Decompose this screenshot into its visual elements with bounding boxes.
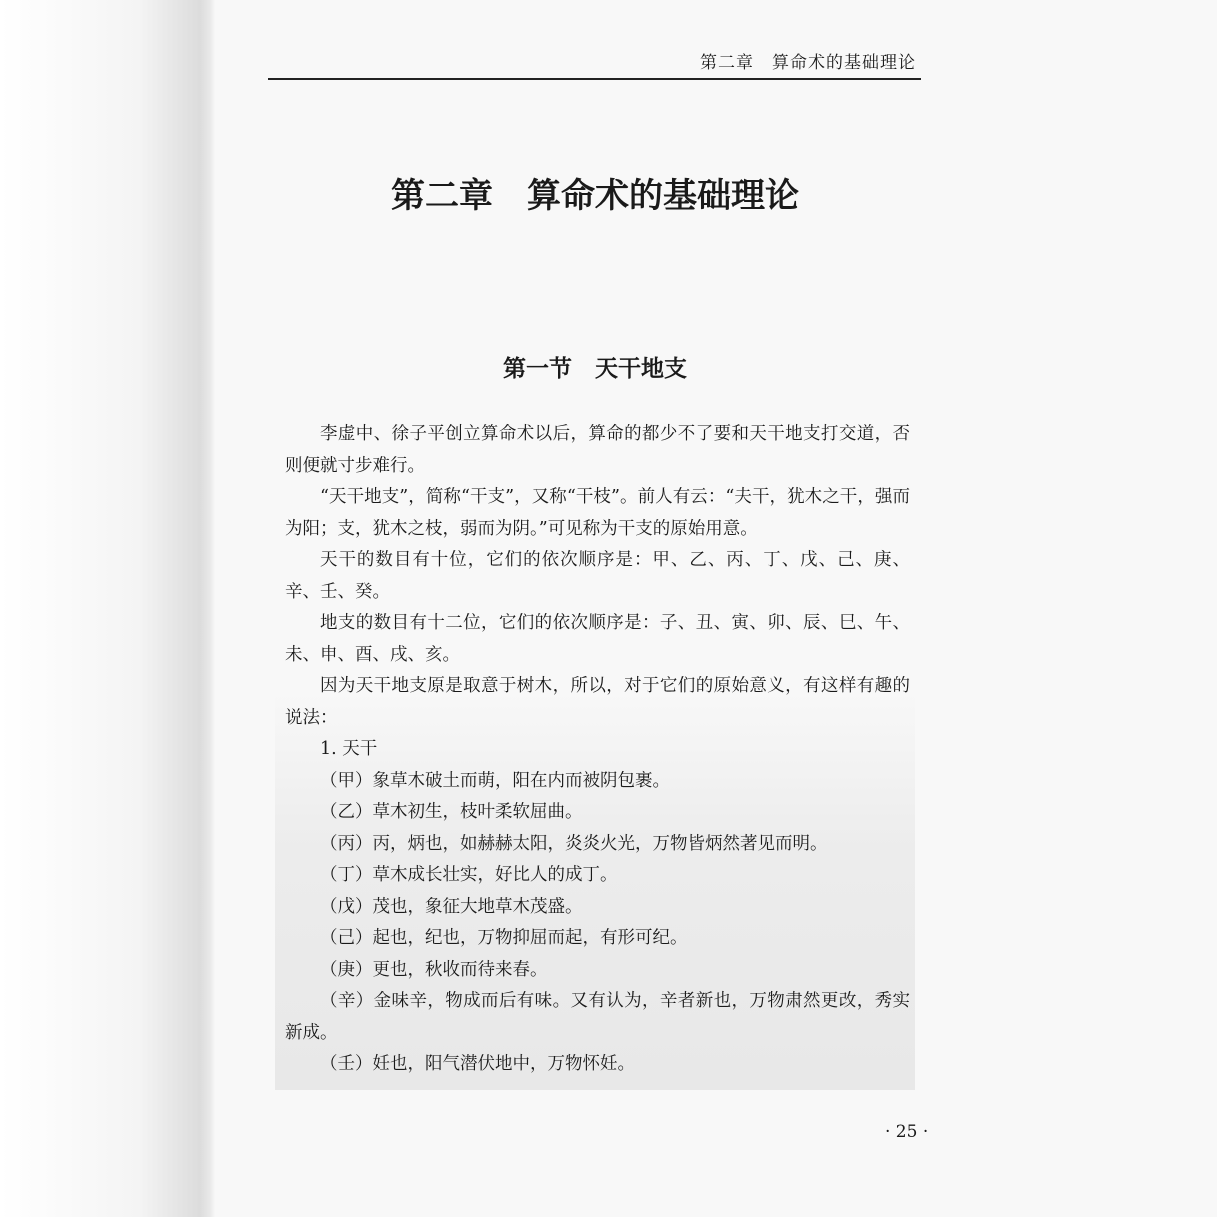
list-item: （庚）更也，秋收而待来春。 bbox=[320, 959, 548, 980]
list-item: （壬）妊也，阳气潜伏地中，万物怀妊。 bbox=[320, 1054, 635, 1074]
paragraph: 地支的数目有十二位，它们的依次顺序是：子、丑、寅、卯、辰、巳、午、未、申、酉、戌、亥。 bbox=[285, 613, 910, 665]
paragraph: 李虚中、徐子平创立算命术以后，算命的都少不了要和天干地支打交道，否则便就寸步难行。 bbox=[285, 424, 910, 476]
list-item: （丙）丙，炳也，如赫赫太阳，炎炎火光，万物皆炳然著见而明。 bbox=[320, 833, 828, 854]
list-item: （乙）草木初生，枝叶柔软屈曲。 bbox=[320, 802, 583, 822]
list-heading: 1. 天干 bbox=[320, 739, 378, 759]
scan-binding-shadow bbox=[0, 0, 215, 1217]
body-text bbox=[285, 419, 910, 1081]
list-item: （戊）茂也，象征大地草木茂盛。 bbox=[320, 896, 583, 917]
header-rule bbox=[268, 78, 921, 80]
chapter-title: 第二章 算命术的基础理论 bbox=[391, 176, 799, 216]
paragraph: 天干的数目有十位，它们的依次顺序是：甲、乙、丙、丁、戊、己、庚、辛、壬、癸。 bbox=[285, 550, 910, 602]
paragraph: “天干地支”，简称“干支”，又称“干枝”。前人有云：“夫干，犹木之干，强而为阳；支，犹木之枝，弱而为阴。”可见称为干支的原始用意。 bbox=[285, 487, 910, 539]
paragraph: 因为天干地支原是取意于树木，所以，对于它们的原始意义，有这样有趣的说法： bbox=[285, 676, 910, 728]
running-header: 第二章 算命术的基础理论 bbox=[700, 53, 916, 73]
section-title: 第一节 天干地支 bbox=[503, 356, 687, 382]
list-item: （丁）草木成长壮实，好比人的成丁。 bbox=[320, 865, 618, 885]
list-item: （辛）金味辛，物成而后有味。又有认为，辛者新也，万物肃然更改，秀实新成。 bbox=[285, 991, 910, 1043]
page-number: · 25 · bbox=[885, 1122, 929, 1142]
list-item: （甲）象草木破土而萌，阳在内而被阴包裹。 bbox=[320, 770, 670, 791]
list-item: （己）起也，纪也，万物抑屈而起，有形可纪。 bbox=[320, 928, 688, 948]
